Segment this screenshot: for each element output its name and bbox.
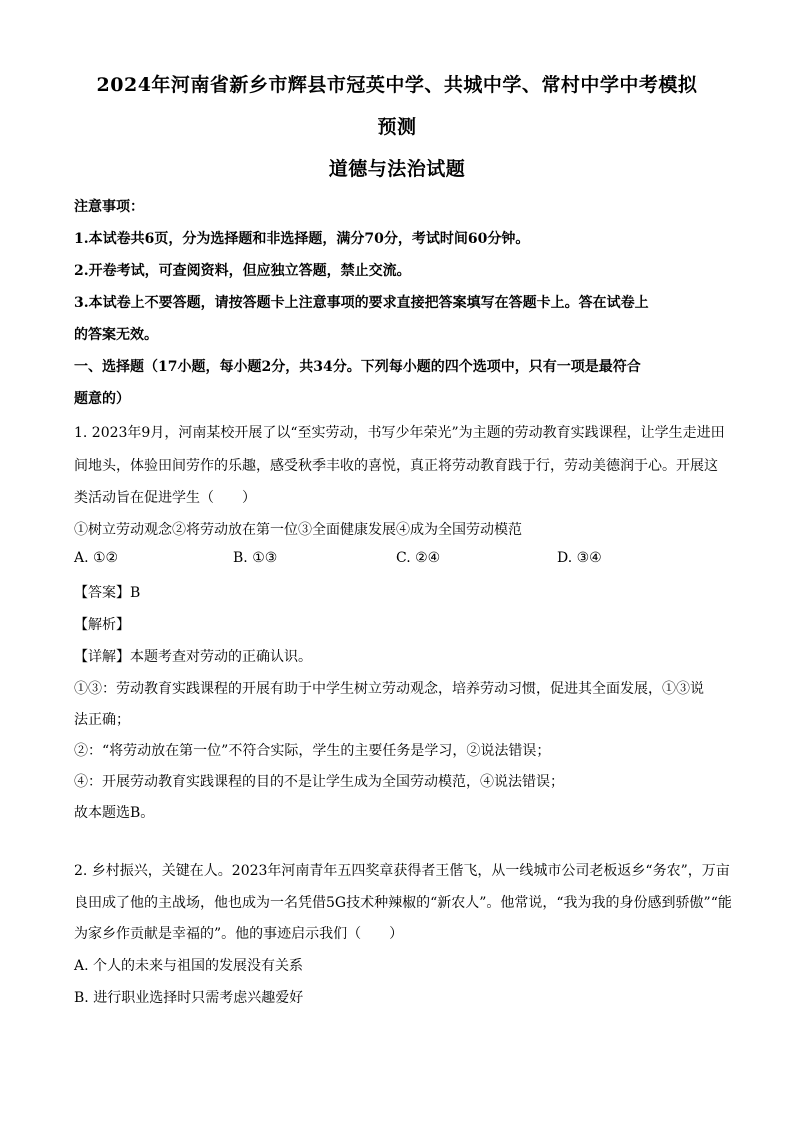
- exam-subject: 道德与法治试题: [328, 158, 466, 180]
- q2-option-a: A. 个人的未来与祖国的发展没有关系: [74, 958, 304, 974]
- q1-explanation-3: ④：开展劳动教育实践课程的目的不是让学生成为全国劳动模范，④说法错误；: [74, 774, 564, 790]
- q2-stem-line1: 2. 乡村振兴，关键在人。2023年河南青年五四奖章获得者王偕飞，从一线城市公司老板返乡“务农”，万亩: [74, 863, 730, 879]
- q2-stem-line2: 良田成了他的主战场，他也成为一名凭借5G技术种辣椒的“新农人”。他常说，“我为我的身份感到骄傲”“能: [74, 895, 732, 911]
- q1-option-a: A. ①②: [74, 550, 119, 566]
- q2-option-b: B. 进行职业选择时只需考虑兴趣爱好: [74, 990, 304, 1006]
- q1-option-b: B. ①③: [233, 550, 278, 566]
- notice-item-3-line1: 3.本试卷上不要答题，请按答题卡上注意事项的要求直接把答案填写在答题卡上。答在试卷上: [74, 295, 649, 311]
- q1-explanation-2: ②：“将劳动放在第一位”不符合实际，学生的主要任务是学习，②说法错误；: [74, 743, 551, 759]
- notice-heading: 注意事项：: [74, 199, 144, 215]
- q1-explanation-1-line2: 法正确；: [74, 712, 130, 728]
- q1-stem-line3: 类活动旨在促进学生（ ）: [74, 490, 256, 506]
- q1-statements: ①树立劳动观念②将劳动放在第一位③全面健康发展④成为全国劳动模范: [74, 522, 522, 538]
- q1-explanation-1-line1: ①③：劳动教育实践课程的开展有助于中学生树立劳动观念，培养劳动习惯，促进其全面发展，①③说: [74, 681, 704, 697]
- q1-stem-line2: 间地头，体验田间劳作的乐趣，感受秋季丰收的喜悦，真正将劳动教育践于行，劳动美德润于心。开展这: [74, 458, 718, 474]
- section-heading-line1: 一、选择题（17小题，每小题2分，共34分。下列每小题的四个选项中，只有一项是最符合: [74, 359, 641, 375]
- exam-title-line2: 预测: [377, 116, 417, 138]
- q1-detail: 【详解】本题考查对劳动的正确认识。: [74, 649, 312, 665]
- notice-item-1: 1.本试卷共6页，分为选择题和非选择题，满分70分，考试时间60分钟。: [74, 231, 530, 247]
- q1-option-c: C. ②④: [396, 550, 441, 566]
- exam-title-line1: 2024年河南省新乡市辉县市冠英中学、共城中学、常村中学中考模拟: [96, 74, 698, 96]
- notice-item-3-line2: 的答案无效。: [74, 327, 158, 343]
- section-heading-line2: 题意的）: [74, 391, 130, 407]
- q2-stem-line3: 为家乡作贡献是幸福的”。他的事迹启示我们（ ）: [74, 926, 404, 942]
- q1-stem-line1: 1. 2023年9月，河南某校开展了以“至实劳动，书写少年荣光”为主题的劳动教育实践课程，让学生走进田: [74, 425, 725, 441]
- q1-option-d: D. ③④: [557, 550, 602, 566]
- q1-answer: 【答案】B: [74, 585, 141, 601]
- q1-conclusion: 故本题选B。: [74, 805, 155, 821]
- notice-item-2: 2.开卷考试，可查阅资料，但应独立答题，禁止交流。: [74, 263, 411, 279]
- q1-analysis-label: 【解析】: [74, 617, 130, 633]
